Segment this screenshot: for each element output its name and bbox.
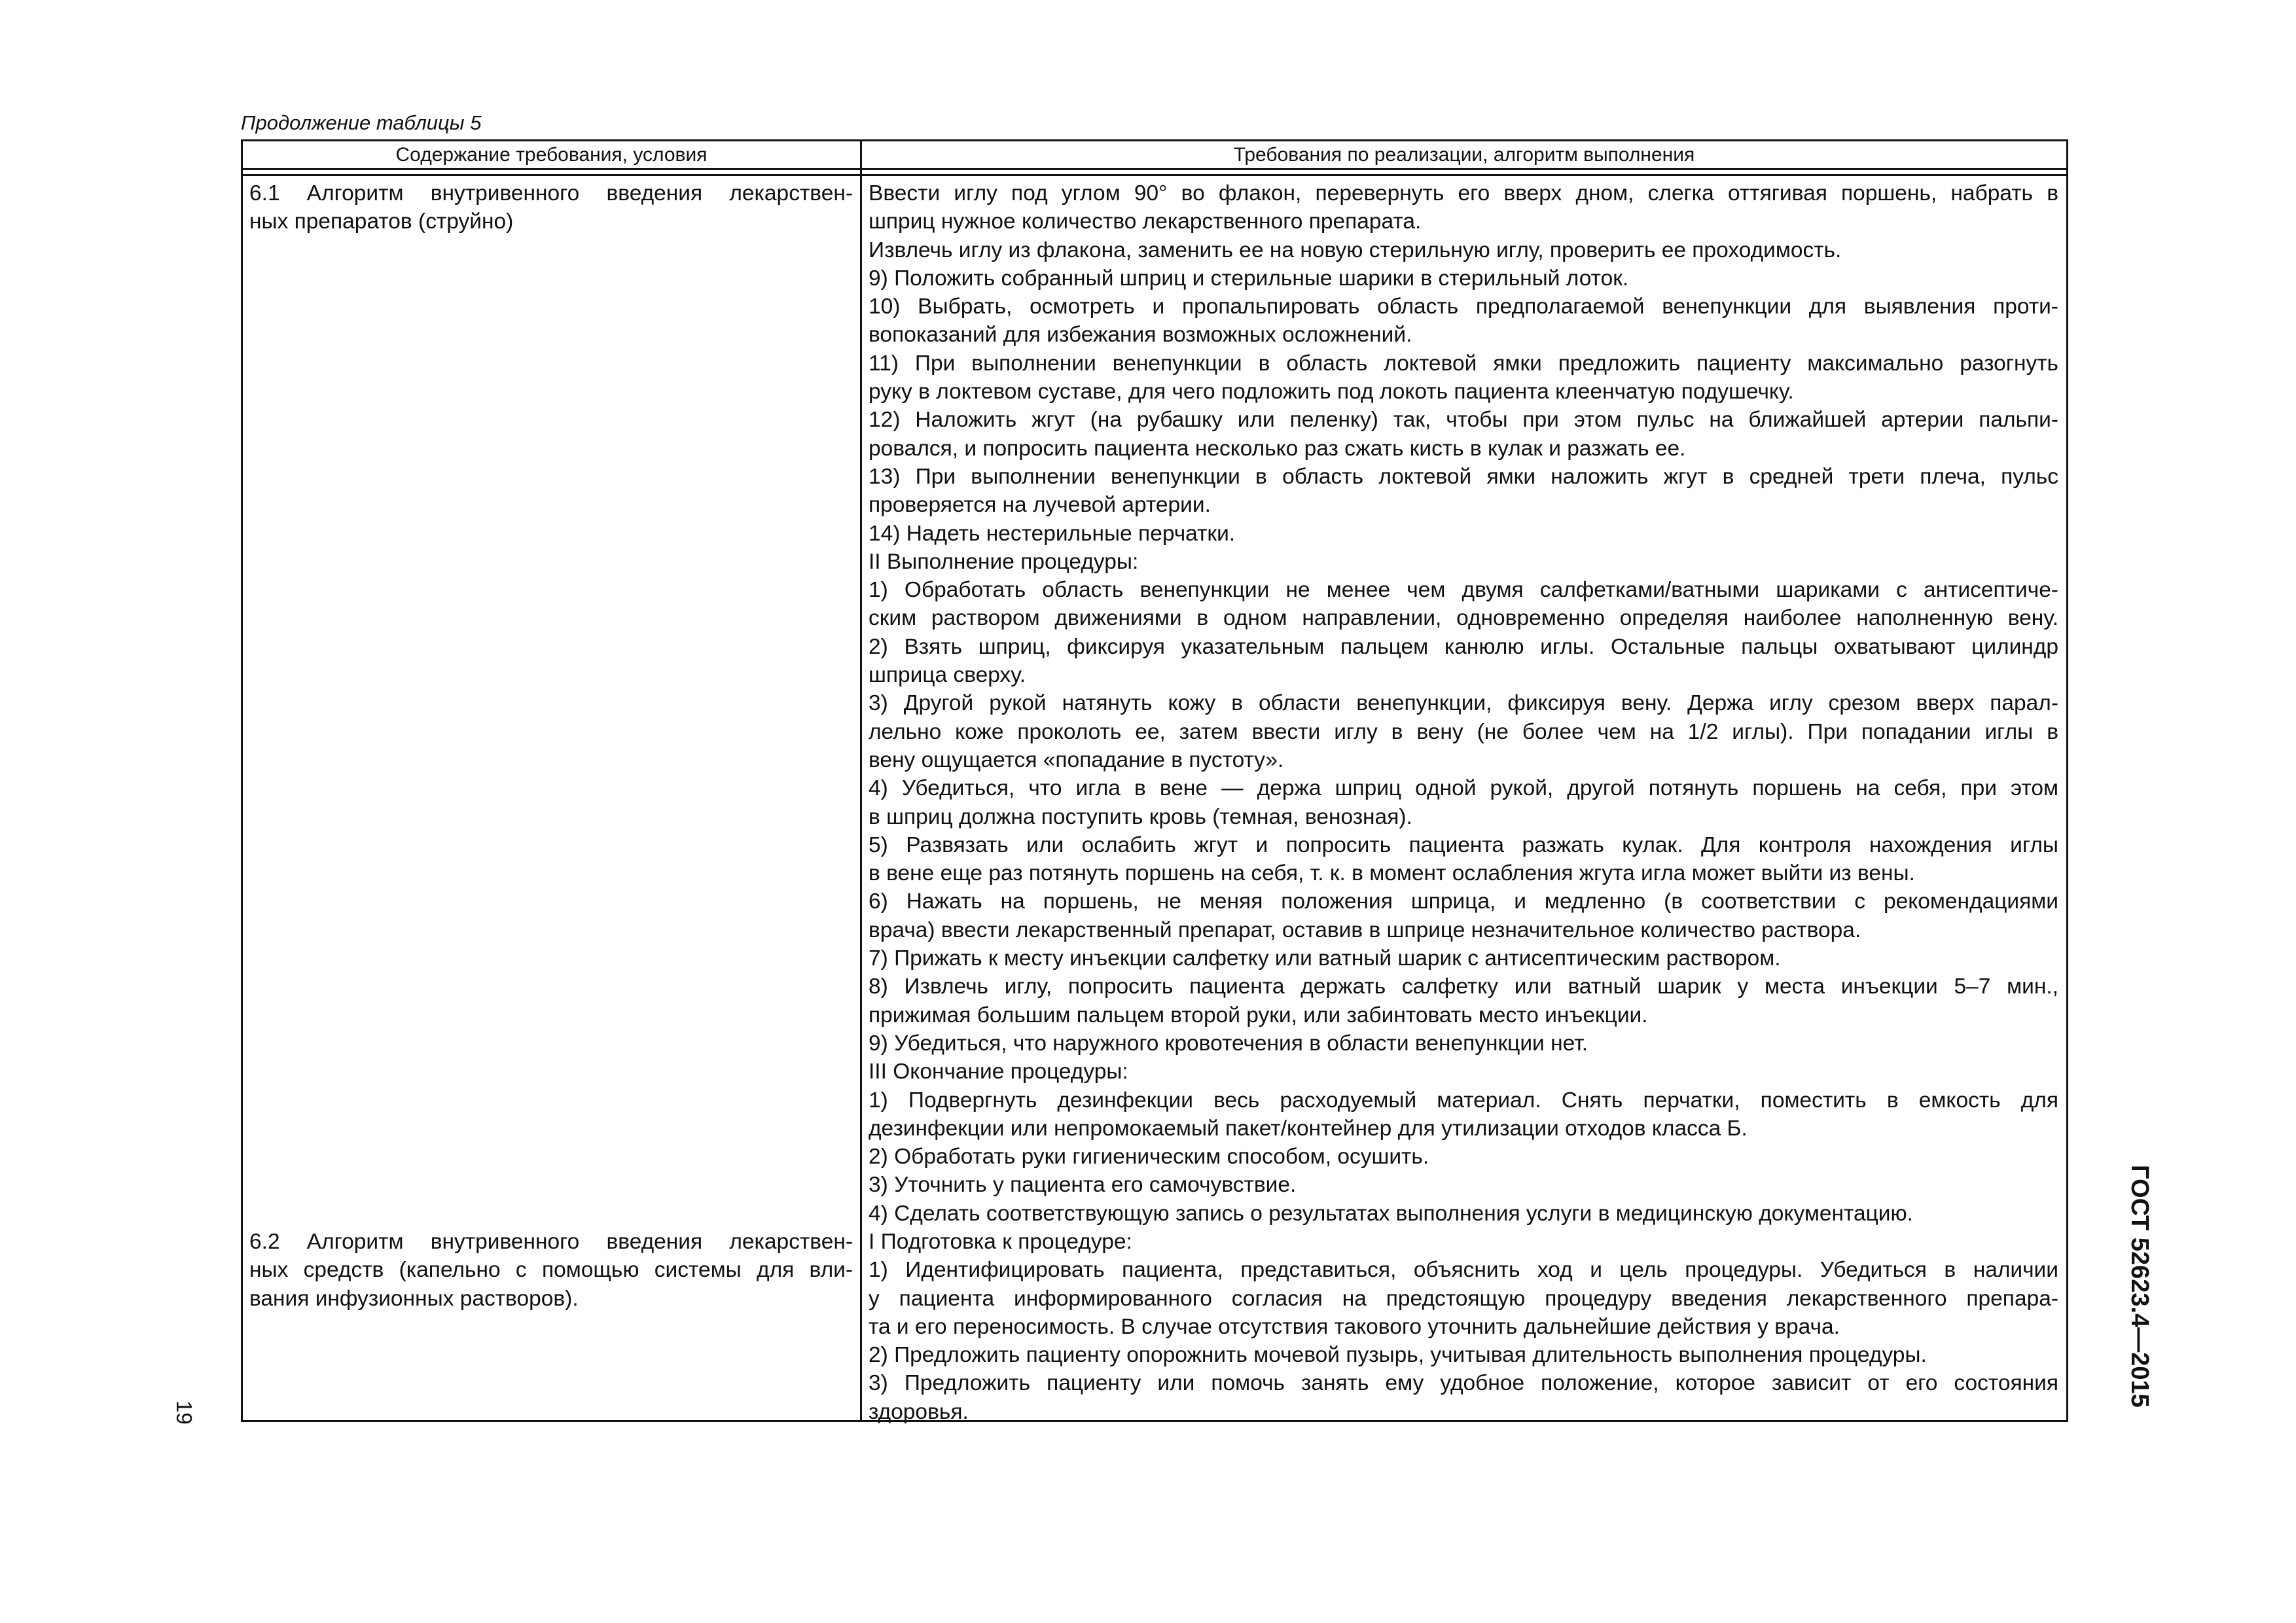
algorithm-line: 14) Надеть нестерильные перчатки. (869, 521, 1236, 546)
algorithm-line: руку в локтевом суставе, для чего подложить под локоть пациента клеенчатую подушечку. (869, 380, 1794, 404)
requirement-line: ных препаратов (струйно) (249, 209, 514, 234)
requirement-line: 6.1 Алгоритм внутривенного введения лекарствен- (249, 181, 853, 205)
algorithm-line: 4) Сделать соответствующую запись о результатах выполнения услуги в медицинскую документацию. (869, 1201, 1913, 1226)
algorithm-line: 6) Нажать на поршень, не меняя положения шприца, и медленно (в соответствии с рекомендациями (869, 889, 2058, 914)
algorithm-line: Ввести иглу под углом 90° во флакон, перевернуть его вверх дном, слегка оттягивая поршень, набрать в (869, 181, 2058, 205)
algorithm-line: шприц нужное количество лекарственного препарата. (869, 209, 1422, 234)
column-divider (860, 141, 862, 1420)
algorithm-line: 8) Извлечь иглу, попросить пациента держать салфетку или ватный шарик у места инъекции 5–7 мин., (869, 974, 2058, 999)
algorithm-line: дезинфекции или непромокаемый пакет/контейнер для утилизации отходов класса Б. (869, 1116, 1748, 1141)
column-header-algorithm: Требования по реализации, алгоритм выполнения (1233, 144, 1695, 166)
header-spacer-row (243, 170, 2066, 176)
requirement-line: 6.2 Алгоритм внутривенного введения лекарствен- (249, 1230, 853, 1254)
algorithm-line: III Окончание процедуры: (869, 1060, 1128, 1084)
algorithm-line: врача) ввести лекарственный препарат, оставив в шприце незначительное количество раствора. (869, 918, 1861, 942)
requirement-cell-6-1 (249, 179, 853, 236)
algorithm-line: в вене еще раз потянуть поршень на себя, т. к. в момент ослабления жгута игла может выйти из вены. (869, 861, 1915, 886)
algorithm-line: у пациента информированного согласия на предстоящую процедуру введения лекарственного препара- (869, 1286, 2058, 1311)
algorithm-line: 5) Развязать или ослабить жгут и попросить пациента разжать кулак. Для контроля нахождения иглы (869, 832, 2058, 857)
algorithm-line: Извлечь иглу из флакона, заменить ее на новую стерильную иглу, проверить ее проходимость. (869, 238, 1842, 262)
algorithm-line: 3) Уточнить у пациента его самочувствие. (869, 1173, 1297, 1198)
algorithm-cell (869, 179, 2058, 1426)
table-caption: Продолжение таблицы 5 (241, 111, 482, 134)
requirement-cell-6-2 (249, 1228, 853, 1313)
algorithm-line: 13) При выполнении венепункции в область локтевой ямки наложить жгут в средней трети плеча, пульс (869, 464, 2058, 489)
algorithm-line: 9) Убедиться, что наружного кровотечения в области венепункции нет. (869, 1031, 1588, 1056)
requirement-line: ных средств (капельно с помощью системы для вли- (249, 1258, 853, 1283)
algorithm-line: 3) Другой рукой натянуть кожу в области венепункции, фиксируя вену. Держа иглу срезом вверх парал- (869, 691, 2058, 716)
algorithm-line: 12) Наложить жгут (на рубашку или пеленку) так, чтобы при этом пульс на ближайшей артерии пальпи- (869, 408, 2058, 433)
algorithm-line: в шприц должна поступить кровь (темная, венозная). (869, 804, 1412, 829)
algorithm-line: 3) Предложить пациенту или помочь занять ему удобное положение, которое зависит от его состояния (869, 1371, 2058, 1396)
algorithm-line: 10) Выбрать, осмотреть и пропальпировать область предполагаемой венепункции для выявления проти- (869, 294, 2058, 319)
algorithm-line: лельно коже проколоть ее, затем ввести иглу в вену (не более чем на 1/2 иглы). При попадании иглы в (869, 719, 2058, 744)
requirements-table (241, 139, 2068, 1422)
algorithm-line: здоровья. (869, 1399, 969, 1424)
algorithm-line: 2) Обработать руки гигиеническим способом, осушить. (869, 1145, 1429, 1169)
algorithm-line: 1) Обработать область венепункции не менее чем двумя салфетками/ватными шариками с антисептиче- (869, 578, 2058, 603)
algorithm-line: 11) При выполнении венепункции в область локтевой ямки предложить пациенту максимально разогнуть (869, 351, 2058, 376)
page-number: 19 (172, 1400, 196, 1425)
algorithm-line: 2) Предложить пациенту опорожнить мочевой пузырь, учитывая длительность выполнения процедуры. (869, 1343, 1927, 1368)
algorithm-line: вену ощущается «попадание в пустоту». (869, 747, 1284, 772)
algorithm-line: ровался, и попросить пациента несколько раз сжать кисть в кулак и разжать ее. (869, 436, 1686, 461)
algorithm-line: II Выполнение процедуры: (869, 549, 1139, 574)
algorithm-line: 1) Подвергнуть дезинфекции весь расходуемый материал. Снять перчатки, поместить в емкость для (869, 1088, 2058, 1113)
algorithm-line: проверяется на лучевой артерии. (869, 493, 1211, 518)
document-standard-title: ГОСТ 52623.4—2015 (2126, 1165, 2153, 1408)
algorithm-line: прижимая большим пальцем второй руки, или забинтовать место инъекции. (869, 1003, 1648, 1027)
column-header-requirement: Содержание требования, условия (395, 144, 708, 166)
table-header-row (243, 141, 2066, 170)
algorithm-line: ским раствором движениями в одном направлении, одновременно определяя наиболее наполненную вену. (869, 606, 2058, 631)
algorithm-line: 9) Положить собранный шприц и стерильные шарики в стерильный лоток. (869, 266, 1629, 291)
requirement-line: вания инфузионных растворов). (249, 1286, 579, 1311)
algorithm-line: 1) Идентифицировать пациента, представиться, объяснить ход и цель процедуры. Убедиться в наличии (869, 1258, 2058, 1283)
algorithm-line: вопоказаний для избежания возможных осложнений. (869, 323, 1412, 348)
algorithm-line: 7) Прижать к месту инъекции салфетку или ватный шарик с антисептическим раствором. (869, 946, 1781, 971)
algorithm-line: та и его переносимость. В случае отсутствия такового уточнить дальнейшие действия у врача. (869, 1314, 1840, 1339)
algorithm-line: 2) Взять шприц, фиксируя указательным пальцем канюлю иглы. Остальные пальцы охватывают цилиндр (869, 634, 2058, 659)
algorithm-line: шприца сверху. (869, 663, 1026, 688)
algorithm-line: 4) Убедиться, что игла в вене — держа шприц одной рукой, другой потянуть поршень на себя, при этом (869, 776, 2058, 801)
algorithm-line: I Подготовка к процедуре: (869, 1229, 1132, 1254)
